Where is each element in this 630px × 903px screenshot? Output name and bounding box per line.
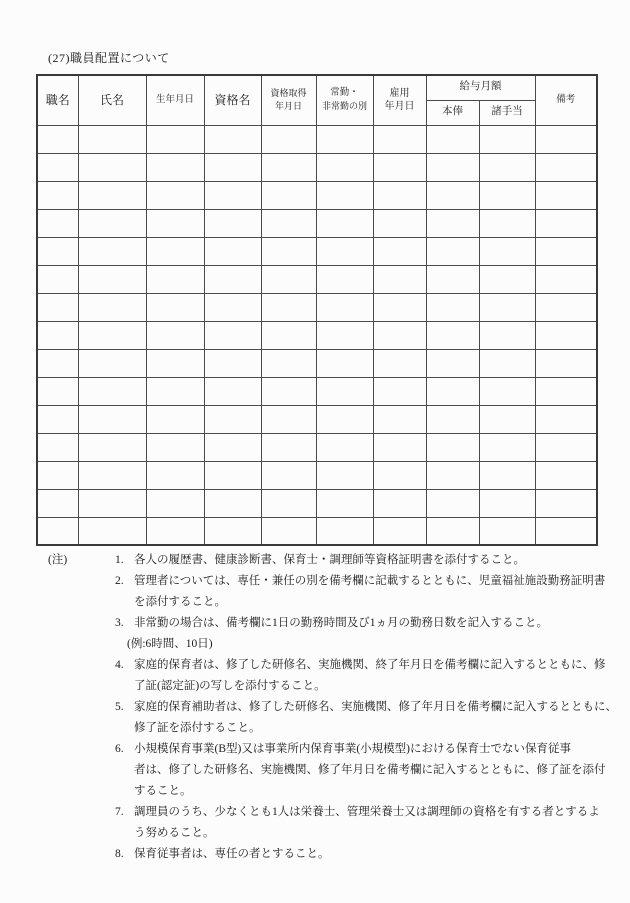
note-line bbox=[115, 697, 617, 718]
notes-lines bbox=[115, 550, 617, 865]
table-cell bbox=[426, 377, 479, 405]
col-header-kyuyo: 給与月額 bbox=[426, 75, 535, 100]
table-cell bbox=[535, 349, 597, 377]
table-cell bbox=[78, 209, 146, 237]
col-header-biko: 備考 bbox=[535, 75, 597, 125]
note-text: 修了証を添付すること。 bbox=[134, 722, 261, 734]
table-cell bbox=[204, 433, 261, 461]
table-cell bbox=[373, 405, 426, 433]
table-cell bbox=[535, 489, 597, 517]
table-cell bbox=[261, 237, 316, 265]
note-line bbox=[115, 634, 617, 655]
col-header-seinengappi: 生年月日 bbox=[146, 75, 204, 125]
table-cell bbox=[373, 489, 426, 517]
table-row bbox=[37, 181, 597, 209]
table-cell bbox=[426, 181, 479, 209]
note-text: を添付すること。 bbox=[134, 596, 226, 608]
table-cell bbox=[535, 153, 597, 181]
table-header bbox=[37, 75, 597, 125]
table-row bbox=[37, 489, 597, 517]
note-number bbox=[115, 634, 127, 655]
table-cell bbox=[204, 181, 261, 209]
col-header-koyo-line2: 年月日 bbox=[384, 101, 415, 113]
col-header-shikakushutoku-line2: 年月日 bbox=[274, 101, 302, 112]
table-cell bbox=[373, 265, 426, 293]
table-cell bbox=[78, 461, 146, 489]
col-header-koyo-line1: 雇用 bbox=[389, 88, 410, 100]
table-cell bbox=[204, 489, 261, 517]
table-cell bbox=[146, 461, 204, 489]
table-cell bbox=[479, 489, 535, 517]
table-cell bbox=[316, 125, 373, 153]
table-cell bbox=[316, 461, 373, 489]
table-row bbox=[37, 293, 597, 321]
table-cell bbox=[78, 349, 146, 377]
table-row bbox=[37, 321, 597, 349]
table-cell bbox=[316, 153, 373, 181]
table-cell bbox=[261, 153, 316, 181]
table-cell bbox=[316, 517, 373, 545]
table-cell bbox=[204, 405, 261, 433]
table-cell bbox=[316, 209, 373, 237]
note-text: 各人の履歴書、健康診断書、保育士・調理師等資格証明書を添付すること。 bbox=[134, 554, 525, 566]
note-text: 管理者については、専任・兼任の別を備考欄に記載するとともに、児童福祉施設勤務証明書 bbox=[134, 575, 606, 587]
table-cell bbox=[479, 265, 535, 293]
table-row bbox=[37, 237, 597, 265]
table-cell bbox=[316, 405, 373, 433]
note-line bbox=[115, 718, 617, 739]
note-number: 6. bbox=[115, 743, 124, 755]
note-number: 1. bbox=[115, 554, 124, 566]
table-cell bbox=[479, 405, 535, 433]
table-cell bbox=[146, 433, 204, 461]
table-cell bbox=[479, 153, 535, 181]
notes-label: (注) bbox=[48, 554, 68, 566]
table-cell bbox=[261, 293, 316, 321]
table-cell bbox=[204, 209, 261, 237]
table-row bbox=[37, 265, 597, 293]
col-header-shikakushutoku bbox=[261, 75, 316, 125]
table-cell bbox=[316, 321, 373, 349]
table-cell bbox=[426, 321, 479, 349]
note-line bbox=[115, 613, 617, 634]
note-text: 者は、修了した研修名、実施機関、修了年月日を備考欄に記入するとともに、修了証を添付 bbox=[134, 764, 606, 776]
table-cell bbox=[479, 321, 535, 349]
table-cell bbox=[373, 321, 426, 349]
table-cell bbox=[78, 489, 146, 517]
table-cell bbox=[146, 405, 204, 433]
table-cell bbox=[146, 153, 204, 181]
table-cell bbox=[535, 209, 597, 237]
note-number: 5. bbox=[115, 701, 124, 713]
table-cell bbox=[316, 349, 373, 377]
col-header-shimei: 氏名 bbox=[78, 75, 146, 125]
note-number: 2. bbox=[115, 575, 124, 587]
table-cell bbox=[146, 489, 204, 517]
table-cell bbox=[426, 489, 479, 517]
table-cell bbox=[535, 293, 597, 321]
table-cell bbox=[535, 433, 597, 461]
table-cell bbox=[426, 405, 479, 433]
table-cell bbox=[426, 237, 479, 265]
table-cell bbox=[37, 433, 78, 461]
table-cell bbox=[479, 377, 535, 405]
table-cell bbox=[261, 321, 316, 349]
note-number bbox=[115, 823, 134, 844]
table-cell bbox=[261, 265, 316, 293]
table-cell bbox=[316, 181, 373, 209]
table-cell bbox=[261, 461, 316, 489]
table-cell bbox=[261, 405, 316, 433]
table-cell bbox=[261, 209, 316, 237]
table-cell bbox=[479, 293, 535, 321]
table-body bbox=[37, 125, 597, 545]
col-header-jokin bbox=[316, 75, 373, 125]
note-line bbox=[115, 781, 617, 802]
note-line bbox=[115, 760, 617, 781]
note-line bbox=[115, 571, 617, 592]
table-cell bbox=[37, 377, 78, 405]
table-cell bbox=[535, 517, 597, 545]
table-cell bbox=[261, 377, 316, 405]
note-line bbox=[115, 550, 617, 571]
note-number bbox=[115, 592, 134, 613]
notes-section bbox=[48, 550, 617, 865]
table-cell bbox=[479, 237, 535, 265]
header-row-1 bbox=[37, 75, 597, 100]
table-cell bbox=[37, 349, 78, 377]
table-cell bbox=[426, 293, 479, 321]
table-cell bbox=[373, 433, 426, 461]
table-cell bbox=[426, 209, 479, 237]
col-header-jokin-line2: 非常勤の別 bbox=[321, 101, 367, 112]
table-cell bbox=[78, 433, 146, 461]
table-row bbox=[37, 125, 597, 153]
table-cell bbox=[426, 349, 479, 377]
note-line bbox=[115, 802, 617, 823]
table-cell bbox=[261, 181, 316, 209]
table-cell bbox=[146, 237, 204, 265]
table-row bbox=[37, 517, 597, 545]
table-cell bbox=[204, 349, 261, 377]
table-cell bbox=[373, 517, 426, 545]
table-cell bbox=[37, 405, 78, 433]
table-cell bbox=[78, 181, 146, 209]
note-number bbox=[115, 760, 134, 781]
table-cell bbox=[204, 321, 261, 349]
table-row bbox=[37, 209, 597, 237]
table-cell bbox=[78, 293, 146, 321]
table-cell bbox=[146, 377, 204, 405]
table-cell bbox=[535, 237, 597, 265]
note-text: 家庭的保育者は、修了した研修名、実施機関、終了年月日を備考欄に記入するとともに、修 bbox=[134, 659, 606, 671]
table-cell bbox=[146, 517, 204, 545]
table-cell bbox=[146, 125, 204, 153]
note-line bbox=[115, 844, 617, 865]
note-number: 4. bbox=[115, 659, 124, 671]
table-cell bbox=[204, 125, 261, 153]
table-cell bbox=[373, 209, 426, 237]
table-cell bbox=[37, 321, 78, 349]
note-line bbox=[115, 655, 617, 676]
table-cell bbox=[261, 489, 316, 517]
table-cell bbox=[146, 321, 204, 349]
table-cell bbox=[204, 377, 261, 405]
table-cell bbox=[373, 237, 426, 265]
staff-table bbox=[36, 74, 598, 546]
table-row bbox=[37, 153, 597, 181]
col-header-honpo: 本俸 bbox=[426, 100, 479, 125]
table-cell bbox=[373, 377, 426, 405]
table-cell bbox=[37, 125, 78, 153]
table-cell bbox=[146, 349, 204, 377]
table-cell bbox=[535, 321, 597, 349]
note-text: 保育従事者は、専任の者とすること。 bbox=[134, 848, 330, 860]
note-line bbox=[115, 676, 617, 697]
table-cell bbox=[479, 433, 535, 461]
table-cell bbox=[373, 461, 426, 489]
table-cell bbox=[535, 265, 597, 293]
note-line bbox=[115, 592, 617, 613]
table-cell bbox=[316, 293, 373, 321]
col-header-jokin-line1: 常勤・ bbox=[330, 88, 359, 99]
note-text: 調理員のうち、少なくとも1人は栄養士、管理栄養士又は調理師の資格を有する者とするよ bbox=[134, 806, 600, 818]
table-cell bbox=[78, 237, 146, 265]
table-cell bbox=[426, 433, 479, 461]
table-cell bbox=[316, 489, 373, 517]
table-cell bbox=[479, 517, 535, 545]
table-cell bbox=[373, 293, 426, 321]
table-cell bbox=[261, 433, 316, 461]
table-cell bbox=[146, 209, 204, 237]
note-number: 8. bbox=[115, 848, 124, 860]
note-line bbox=[115, 823, 617, 844]
table-row bbox=[37, 433, 597, 461]
note-text: 小規模保育事業(B型)又は事業所内保育事業(小規模型)における保育士でない保育従事 bbox=[134, 743, 571, 755]
table-row bbox=[37, 461, 597, 489]
table-cell bbox=[426, 265, 479, 293]
table-cell bbox=[78, 377, 146, 405]
table-cell bbox=[204, 153, 261, 181]
table-cell bbox=[535, 461, 597, 489]
table-cell bbox=[373, 349, 426, 377]
note-text: すること。 bbox=[134, 785, 192, 797]
col-header-teate: 諸手当 bbox=[479, 100, 535, 125]
table-cell bbox=[146, 181, 204, 209]
table-cell bbox=[78, 517, 146, 545]
table-cell bbox=[535, 405, 597, 433]
table-cell bbox=[373, 153, 426, 181]
table-cell bbox=[146, 293, 204, 321]
table-cell bbox=[479, 461, 535, 489]
note-line bbox=[115, 739, 617, 760]
table-cell bbox=[78, 265, 146, 293]
table-cell bbox=[37, 489, 78, 517]
table-cell bbox=[204, 517, 261, 545]
note-text: 了証(認定証)の写しを添付すること。 bbox=[134, 680, 326, 692]
note-text: 家庭的保育補助者は、修了した研修名、実施機関、修了年月日を備考欄に記入するとともに、 bbox=[134, 701, 617, 713]
table-cell bbox=[37, 293, 78, 321]
table-cell bbox=[479, 125, 535, 153]
table-cell bbox=[261, 517, 316, 545]
note-text: (例:6時間、10日) bbox=[127, 638, 213, 650]
table-cell bbox=[37, 181, 78, 209]
table-cell bbox=[426, 153, 479, 181]
note-number: 3. bbox=[115, 617, 124, 629]
table-cell bbox=[204, 265, 261, 293]
table-cell bbox=[78, 405, 146, 433]
table-cell bbox=[535, 377, 597, 405]
table-cell bbox=[37, 153, 78, 181]
table-row bbox=[37, 405, 597, 433]
table-cell bbox=[204, 237, 261, 265]
table-cell bbox=[37, 265, 78, 293]
table-cell bbox=[535, 181, 597, 209]
table-cell bbox=[479, 209, 535, 237]
table-cell bbox=[204, 293, 261, 321]
col-header-shikakumei: 資格名 bbox=[204, 75, 261, 125]
table-cell bbox=[479, 349, 535, 377]
table-cell bbox=[316, 433, 373, 461]
table-cell bbox=[261, 349, 316, 377]
table-cell bbox=[78, 321, 146, 349]
table-cell bbox=[261, 125, 316, 153]
table-cell bbox=[146, 265, 204, 293]
note-text: う努めること。 bbox=[134, 827, 215, 839]
table-cell bbox=[37, 517, 78, 545]
table-cell bbox=[78, 125, 146, 153]
table-cell bbox=[426, 125, 479, 153]
table-cell bbox=[373, 181, 426, 209]
note-number: 7. bbox=[115, 806, 124, 818]
table-cell bbox=[37, 209, 78, 237]
table-cell bbox=[316, 377, 373, 405]
col-header-koyo bbox=[373, 75, 426, 125]
table-cell bbox=[78, 153, 146, 181]
note-number bbox=[115, 718, 134, 739]
table-cell bbox=[37, 237, 78, 265]
table-cell bbox=[426, 517, 479, 545]
table-row bbox=[37, 349, 597, 377]
col-header-shikakushutoku-line1: 資格取得 bbox=[270, 88, 307, 99]
table-row bbox=[37, 377, 597, 405]
table-cell bbox=[479, 181, 535, 209]
note-number bbox=[115, 676, 134, 697]
table-cell bbox=[37, 461, 78, 489]
table-cell bbox=[316, 237, 373, 265]
table-cell bbox=[316, 265, 373, 293]
table-cell bbox=[204, 461, 261, 489]
table-cell bbox=[373, 125, 426, 153]
table-cell bbox=[535, 125, 597, 153]
note-number bbox=[115, 781, 134, 802]
page-title: (27)職員配置について bbox=[48, 51, 170, 65]
col-header-shokumei: 職名 bbox=[37, 75, 78, 125]
table-cell bbox=[426, 461, 479, 489]
note-text: 非常勤の場合は、備考欄に1日の勤務時間及び1ヵ月の勤務日数を記入すること。 bbox=[134, 617, 548, 629]
